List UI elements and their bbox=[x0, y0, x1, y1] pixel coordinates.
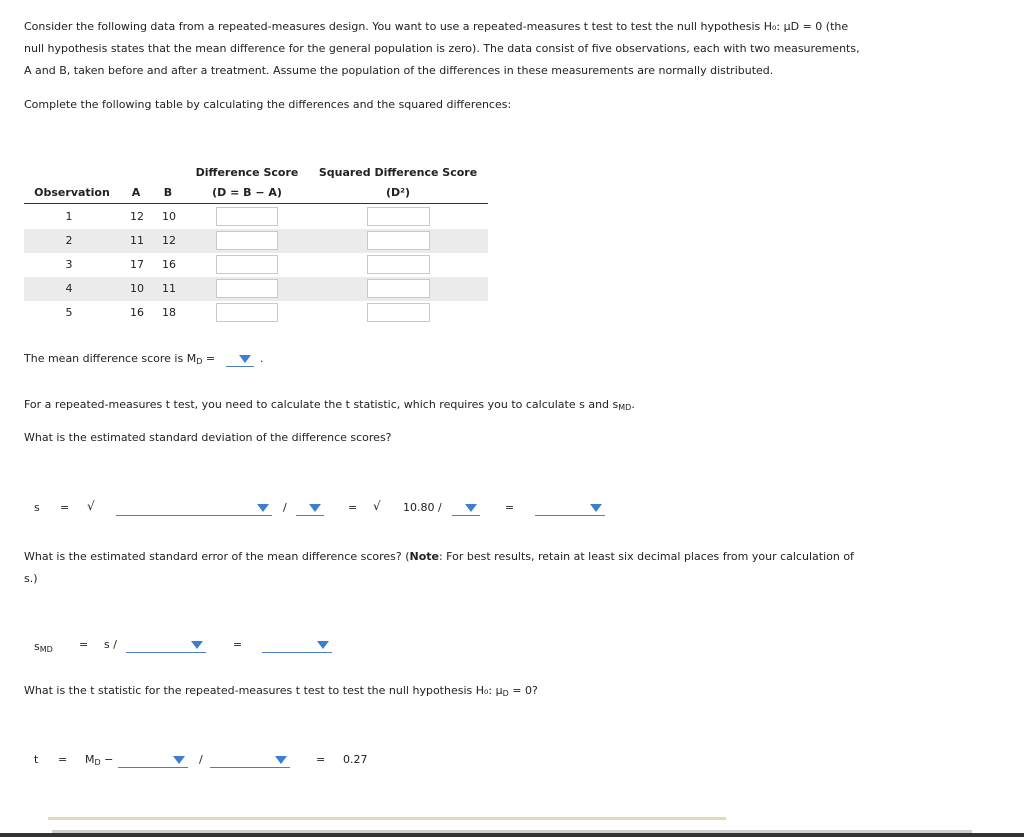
repeated-measures-sub: MD bbox=[618, 403, 632, 412]
ss-value: 10.80 / bbox=[403, 501, 442, 514]
table-row bbox=[24, 253, 488, 277]
squared-input-2[interactable] bbox=[367, 231, 430, 250]
squared-input-1[interactable] bbox=[367, 207, 430, 226]
table-row bbox=[24, 229, 488, 253]
se-question-line2: s.) bbox=[24, 572, 38, 585]
equals-sign: = bbox=[505, 501, 515, 514]
chevron-down-icon bbox=[173, 756, 185, 764]
t-question-text: What is the t statistic for the repeated-measures t test to test the null hypothesis H₀: μ bbox=[24, 684, 503, 697]
chevron-down-icon bbox=[275, 756, 287, 764]
t-question-sub: D bbox=[502, 689, 509, 698]
difference-input-5[interactable] bbox=[216, 303, 278, 322]
equals-sign: = bbox=[58, 753, 68, 766]
header-difference-score: Difference Score bbox=[195, 166, 299, 179]
se-question-text: What is the estimated standard error of the mean difference scores? ( bbox=[24, 550, 410, 563]
footer-line bbox=[0, 833, 1024, 837]
mean-difference-sub: D bbox=[196, 357, 203, 366]
sd-df-dropdown[interactable] bbox=[452, 501, 480, 516]
smd-symbol: $s_{MD}$ bbox=[34, 640, 53, 654]
intro-line-1: Consider the following data from a repeated-measures design. You want to use a repeated-measures t test to test the null hypothesis H₀: μD = 0 (the bbox=[24, 20, 849, 33]
squared-input-4[interactable] bbox=[367, 279, 430, 298]
cell-a: 17 bbox=[130, 258, 144, 271]
mean-difference-period: . bbox=[260, 352, 264, 365]
sd-question: What is the estimated standard deviation of the difference scores? bbox=[24, 431, 392, 444]
t-denominator-dropdown[interactable] bbox=[210, 753, 290, 768]
equals-sign: = bbox=[60, 501, 70, 514]
cell-observation: 3 bbox=[65, 258, 73, 271]
cell-observation: 5 bbox=[65, 306, 73, 319]
table-row bbox=[24, 277, 488, 301]
equals-sign: = bbox=[316, 753, 326, 766]
equals-sign: = bbox=[233, 638, 243, 651]
se-denominator-dropdown[interactable] bbox=[126, 638, 206, 653]
chevron-down-icon bbox=[465, 504, 477, 512]
header-b: B bbox=[163, 186, 173, 199]
cell-a: 12 bbox=[130, 210, 144, 223]
header-squared-formula: (D²) bbox=[385, 186, 410, 199]
repeated-measures-end: . bbox=[631, 398, 635, 411]
cell-b: 16 bbox=[162, 258, 176, 271]
difference-input-4[interactable] bbox=[216, 279, 278, 298]
s-symbol: s bbox=[34, 501, 40, 514]
difference-input-1[interactable] bbox=[216, 207, 278, 226]
t-hypothesized-dropdown[interactable] bbox=[118, 753, 188, 768]
header-a: A bbox=[131, 186, 141, 199]
cell-a: 10 bbox=[130, 282, 144, 295]
mean-difference-statement bbox=[24, 352, 215, 366]
footer-bar bbox=[48, 817, 726, 820]
cell-b: 11 bbox=[162, 282, 176, 295]
sqrt-icon: √ bbox=[87, 499, 95, 513]
cell-b: 12 bbox=[162, 234, 176, 247]
header-rule bbox=[24, 203, 488, 204]
sd-denominator-dropdown[interactable] bbox=[296, 501, 324, 516]
squared-input-3[interactable] bbox=[367, 255, 430, 274]
cell-observation: 2 bbox=[65, 234, 73, 247]
equals-sign: = bbox=[348, 501, 358, 514]
header-difference-formula: (D = B − A) bbox=[212, 186, 282, 199]
equals-sign: = bbox=[79, 638, 89, 651]
table-instruction: Complete the following table by calculating the differences and the squared differences: bbox=[24, 98, 512, 111]
cell-a: 16 bbox=[130, 306, 144, 319]
table-row bbox=[24, 205, 488, 229]
sd-result-dropdown[interactable] bbox=[535, 501, 605, 516]
cell-a: 11 bbox=[130, 234, 144, 247]
header-observation: Observation bbox=[34, 186, 110, 199]
cell-observation: 1 bbox=[65, 210, 73, 223]
sqrt-icon: √ bbox=[373, 499, 381, 513]
repeated-measures-intro bbox=[24, 398, 635, 412]
se-question bbox=[24, 546, 994, 590]
s-over-symbol: s / bbox=[104, 638, 117, 651]
mean-difference-equals: = bbox=[205, 352, 216, 365]
cell-observation: 4 bbox=[65, 282, 73, 295]
chevron-down-icon bbox=[191, 641, 203, 649]
difference-input-3[interactable] bbox=[216, 255, 278, 274]
chevron-down-icon bbox=[309, 504, 321, 512]
se-question-rest: : For best results, retain at least six decimal places from your calculation of bbox=[438, 550, 854, 563]
t-question-end: = 0? bbox=[512, 684, 538, 697]
cell-b: 10 bbox=[162, 210, 176, 223]
chevron-down-icon bbox=[257, 504, 269, 512]
division-slash: / bbox=[199, 753, 203, 766]
chevron-down-icon bbox=[239, 355, 251, 363]
cell-b: 18 bbox=[162, 306, 176, 319]
t-value: 0.27 bbox=[343, 753, 368, 766]
t-symbol: t bbox=[34, 753, 39, 766]
table-row bbox=[24, 301, 488, 325]
se-result-dropdown[interactable] bbox=[262, 638, 332, 653]
repeated-measures-text: For a repeated-measures t test, you need to calculate the t statistic, which requires you to calculate s and s bbox=[24, 398, 619, 411]
squared-input-5[interactable] bbox=[367, 303, 430, 322]
intro-line-3: A and B, taken before and after a treatment. Assume the population of the differences in these measurements are normally distributed. bbox=[24, 64, 774, 77]
mean-difference-text: The mean difference score is M bbox=[24, 352, 197, 365]
header-squared-difference: Squared Difference Score bbox=[318, 166, 478, 179]
se-question-note: Note bbox=[409, 550, 439, 563]
sd-numerator-dropdown[interactable] bbox=[116, 501, 272, 516]
md-symbol: $M_D$ − bbox=[85, 753, 114, 767]
intro-paragraph bbox=[24, 16, 1004, 82]
t-question bbox=[24, 684, 538, 698]
intro-line-2: null hypothesis states that the mean difference for the general population is zero). The data consist of five observations, each with two measurements, bbox=[24, 42, 860, 55]
chevron-down-icon bbox=[317, 641, 329, 649]
difference-input-2[interactable] bbox=[216, 231, 278, 250]
chevron-down-icon bbox=[590, 504, 602, 512]
mean-difference-dropdown[interactable] bbox=[226, 352, 254, 367]
division-slash: / bbox=[283, 501, 287, 514]
